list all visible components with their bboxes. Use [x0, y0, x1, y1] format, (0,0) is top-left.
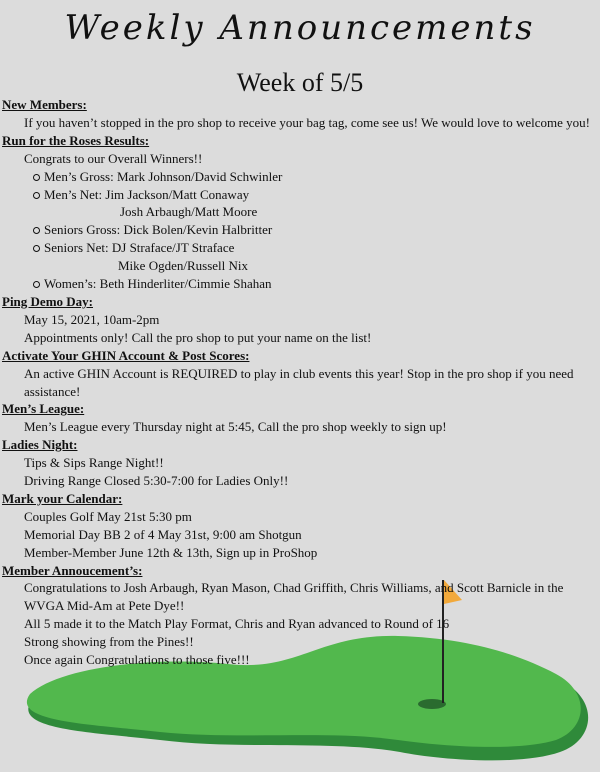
week-heading: Week of 5/5: [236, 68, 364, 97]
ladies-heading: Ladies Night:: [2, 437, 78, 453]
calendar-line: Couples Golf May 21st 5:30 pm: [24, 508, 192, 524]
calendar-heading: Mark your Calendar:: [2, 490, 123, 506]
ping-line: Appointments only! Call the pro shop to put your name on the list!: [24, 329, 372, 345]
mens-league-text: Men’s League every Thursday night at 5:45, Call the pro shop weekly to sign up!: [24, 419, 447, 435]
new-members-heading: New Members:: [2, 97, 87, 112]
ghin-heading: Activate Your GHIN Account & Post Scores:: [2, 347, 250, 363]
roses-item-cont: Mike Ogden/Russell Nix: [118, 258, 248, 274]
member-line: Congratulations to Josh Arbaugh, Ryan Mason, Chad Griffith, Chris Williams, and Scott Barnicle in the WVGA Mid-Am at Pete Dye!!: [24, 580, 564, 614]
ladies-line: Driving Range Closed 5:30-7:00 for Ladies Only!!: [24, 473, 289, 489]
calendar-line: Member-Member June 12th & 13th, Sign up in ProShop: [24, 544, 318, 560]
member-heading: Member Annoucement’s:: [2, 562, 143, 578]
new-members-text: If you haven’t stopped in the pro shop to receive your bag tag, come see us! We would love to welcome you!: [24, 114, 590, 130]
mens-league-heading: Men’s League:: [2, 401, 85, 417]
roses-item: Men’s Net: Jim Jackson/Matt Conaway: [2, 186, 598, 204]
ghin-text: An active GHIN Account is REQUIRED to play in club events this year! Stop in the pro shop if you need assistance!: [24, 365, 574, 399]
member-line: Once again Congratulations to those five!!!: [24, 652, 250, 668]
ladies-line: Tips & Sips Range Night!!: [24, 455, 164, 471]
roses-item: Seniors Net: DJ Straface/JT Straface: [2, 239, 598, 257]
calendar-line: Memorial Day BB 2 of 4 May 31st, 9:00 am Shotgun: [24, 526, 302, 542]
ping-heading: Ping Demo Day:: [2, 293, 93, 309]
roses-item: Women’s: Beth Hinderliter/Cimmie Shahan: [2, 275, 598, 293]
roses-item: Seniors Gross: Dick Bolen/Kevin Halbritter: [2, 221, 598, 239]
roses-heading: Run for the Roses Results:: [2, 132, 150, 148]
ping-line: May 15, 2021, 10am-2pm: [24, 311, 160, 327]
member-line: All 5 made it to the Match Play Format, Chris and Ryan advanced to Round of 16: [24, 616, 450, 632]
roses-intro: Congrats to our Overall Winners!!: [24, 150, 203, 166]
page-title: Weekly Announcements: [64, 8, 536, 48]
cup-hole: [418, 699, 446, 709]
roses-item-cont: Josh Arbaugh/Matt Moore: [120, 204, 258, 220]
member-line: Strong showing from the Pines!!: [24, 634, 194, 650]
announcements-body: [2, 96, 598, 669]
roses-item: Men’s Gross: Mark Johnson/David Schwinler: [2, 168, 598, 186]
